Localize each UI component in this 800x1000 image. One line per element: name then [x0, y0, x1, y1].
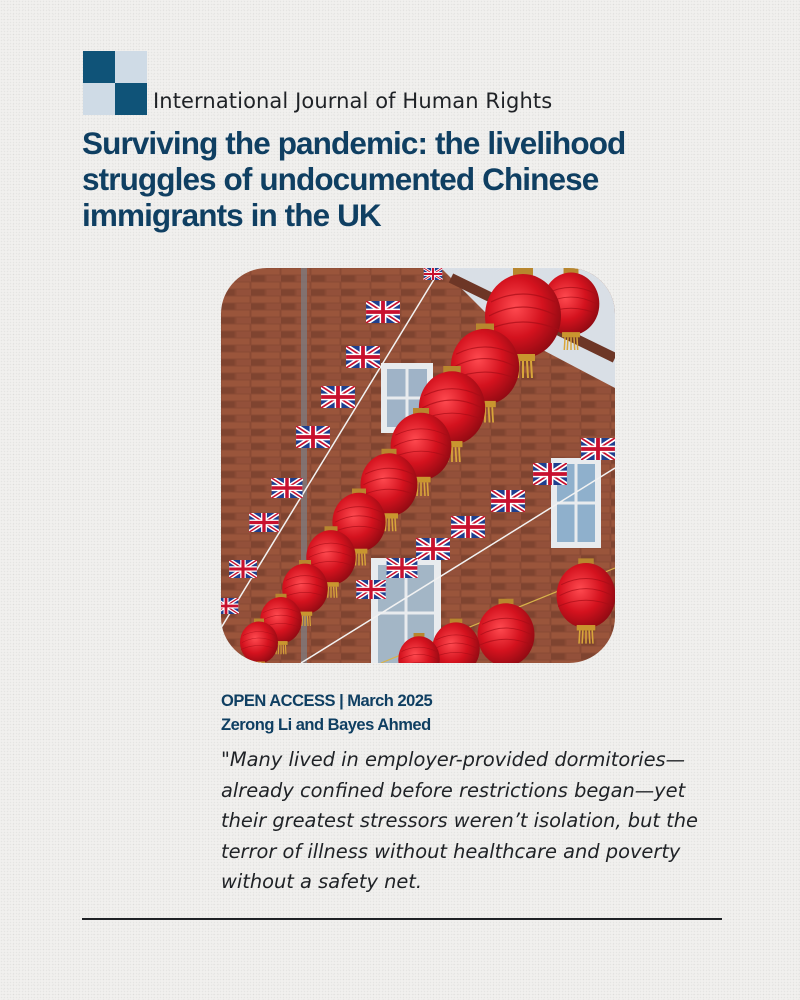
access-date: OPEN ACCESS | March 2025 [221, 692, 433, 710]
authors: Zerong Li and Bayes Ahmed [221, 716, 431, 734]
lanterns-and-bunting-illustration [221, 268, 615, 663]
logo-square-light [83, 83, 115, 115]
article-meta [221, 689, 432, 737]
logo-square-dark [83, 51, 115, 83]
logo-square-light [115, 51, 147, 83]
article-title: Surviving the pandemic: the livelihood struggles of undocumented Chinese immigrants in the UK [82, 125, 626, 233]
logo-square-dark [115, 83, 147, 115]
pull-quote: "Many lived in employer-provided dormitories—already confined before restrictions began—yet their greatest stressors weren’t isolation, but the terror of illness without healthcare and poverty without a safety net. [221, 748, 698, 893]
journal-name: International Journal of Human Rights [153, 89, 553, 113]
article-photo [221, 268, 615, 663]
journal-logo [83, 51, 147, 115]
divider [82, 918, 722, 920]
